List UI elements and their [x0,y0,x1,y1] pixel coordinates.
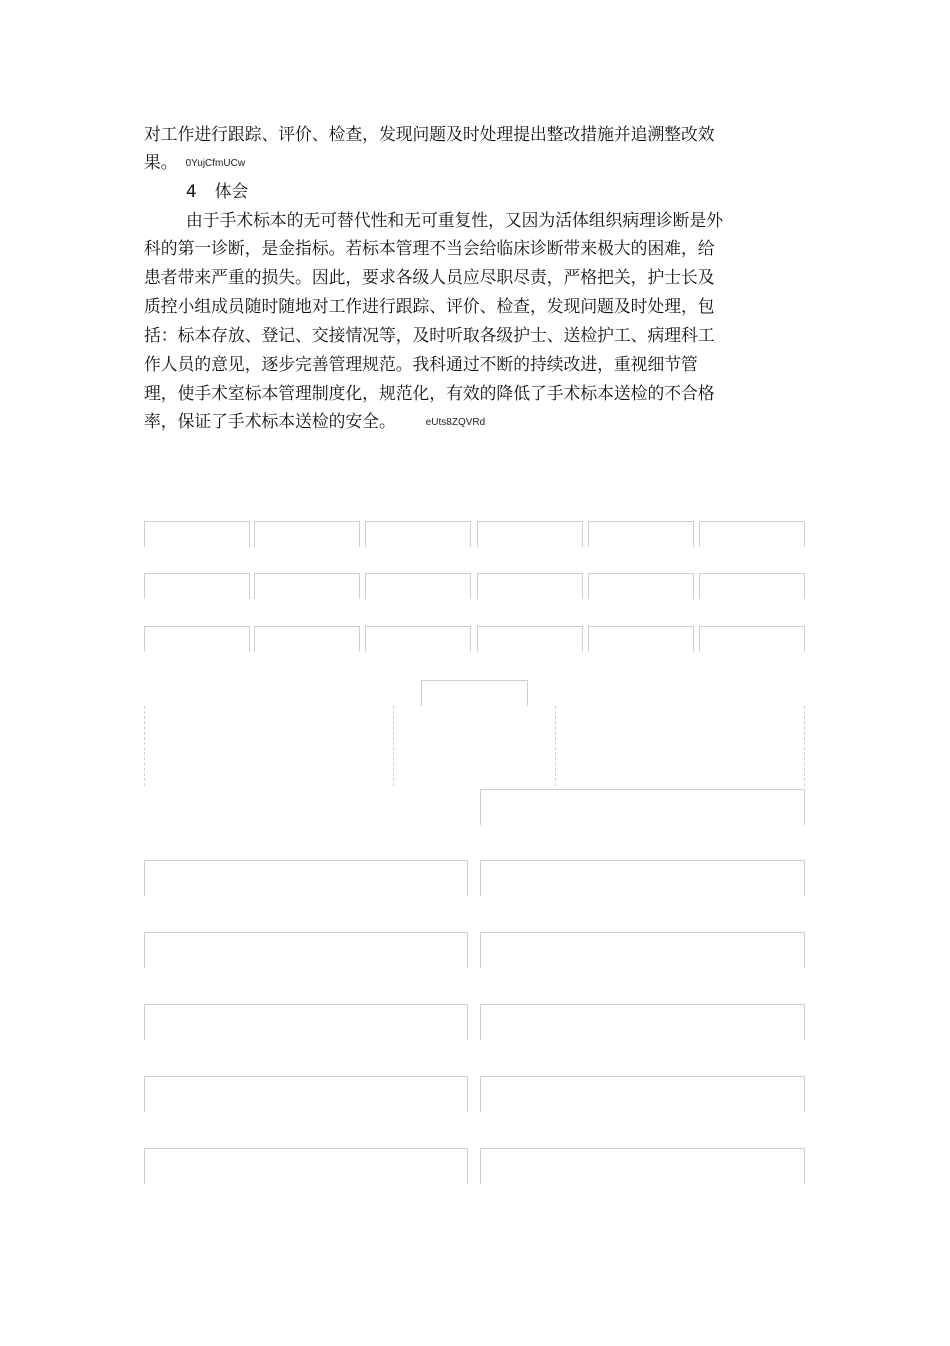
empty-box [144,1004,468,1040]
dashed-divider [393,706,394,786]
paragraph2-line-4: 质控小组成员随时随地对工作进行跟踪、评价、检查，发现问题及时处理，包 [144,296,715,316]
table-cell [144,626,250,652]
paragraph2-code: eUts8ZQVRd [425,417,486,428]
empty-box [480,932,805,968]
paragraph1-text-end: 果。 [144,152,178,172]
empty-box [144,932,468,968]
table-cell [365,521,471,547]
empty-box [144,1076,468,1112]
center-box [421,680,528,706]
paragraph1-code: 0YujCfmUCw [185,158,246,169]
section-title: 体会 [214,181,249,201]
empty-box [480,860,805,896]
section-number: 4 [186,181,197,201]
table-cell [588,573,694,599]
paragraph2-line-2: 科的第一诊断，是金指标。若标本管理不当会给临床诊断带来极大的困难，给 [144,238,715,258]
empty-box [144,860,468,896]
table-cell [144,521,250,547]
table-cell [254,626,360,652]
table-cell [144,573,250,599]
empty-box [144,1148,468,1184]
empty-box [480,1148,805,1184]
table-cell [477,521,583,547]
table-cell [699,626,805,652]
dashed-divider [144,706,145,786]
table-cell [699,573,805,599]
table-cell [477,626,583,652]
table-cell [477,573,583,599]
right-box [480,789,805,825]
paragraph2-line-6: 作人员的意见，逐步完善管理规范。我科通过不断的持续改进，重视细节管 [144,354,698,374]
paragraph1-line-2 [144,148,245,178]
paragraph2-line-1: 由于手术标本的无可替代性和无可重复性，又因为活体组织病理诊断是外 [186,210,724,230]
paragraph1-line-1: 对工作进行跟踪、评价、检查，发现问题及时处理提出整改措施并追溯整改效 [144,124,715,144]
empty-box [480,1076,805,1112]
dashed-divider [804,706,805,786]
paragraph2-line-3: 患者带来严重的损失。因此，要求各级人员应尽职尽责，严格把关，护士长及 [144,267,715,287]
table-cell [254,521,360,547]
table-cell [588,521,694,547]
table-cell [254,573,360,599]
paragraph2-line-8 [144,407,485,437]
section-heading [186,177,248,205]
table-cell [365,573,471,599]
table-cell [588,626,694,652]
table-cell [699,521,805,547]
paragraph2-text-end: 率，保证了手术标本送检的安全。 [144,411,396,431]
paragraph2-line-5: 括：标本存放、登记、交接情况等，及时听取各级护士、送检护工、病理科工 [144,325,715,345]
table-cell [365,626,471,652]
empty-box [480,1004,805,1040]
dashed-divider [555,706,556,786]
paragraph2-line-7: 理，使手术室标本管理制度化，规范化，有效的降低了手术标本送检的不合格 [144,383,715,403]
